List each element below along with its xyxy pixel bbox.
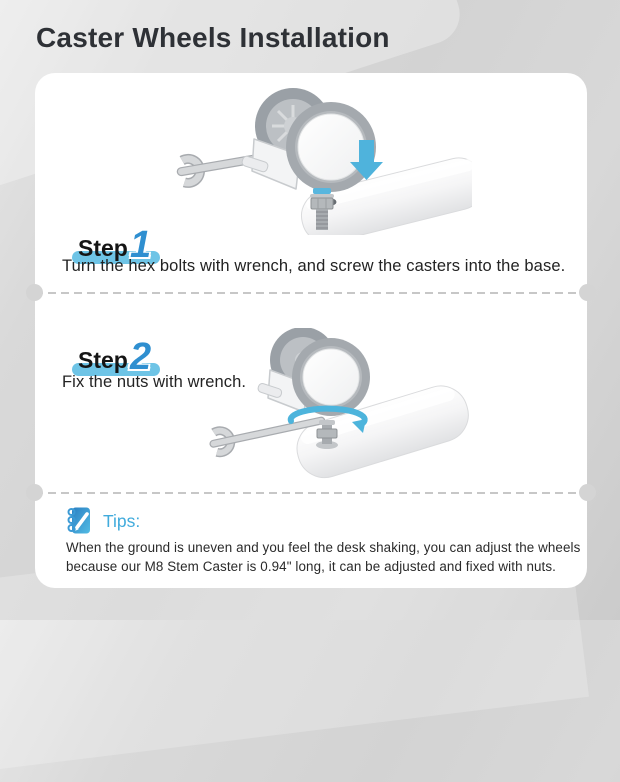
notepad-pencil-icon [66,506,93,536]
step1-description: Turn the hex bolts with wrench, and screw the casters into the base. [62,257,566,275]
divider-notch-left [26,284,43,301]
step1-label: Step [78,235,128,261]
step1-number: 1 [130,224,152,266]
divider-notch-left [26,484,43,501]
step2-description: Fix the nuts with wrench. [62,373,247,391]
tips-text: When the ground is uneven and you feel the desk shaking, you can adjust the wheels because our M8 Stem Caster is 0.94" long, it can be adjusted and fixed with nuts. [66,540,581,574]
step2-label: Step [78,347,128,373]
dashed-divider-2 [35,492,587,494]
instruction-card [35,73,587,588]
step1-illustration [150,83,472,235]
page-title: Caster Wheels Installation [36,22,390,53]
step2-illustration [180,328,522,488]
caster-wheel [241,88,376,192]
hex-nut [317,429,337,438]
tips-header [66,505,140,537]
caster-wheel [257,328,370,416]
divider-notch-right [579,484,596,501]
hex-nut [311,198,333,209]
dashed-divider-1 [35,292,587,294]
step2-number: 2 [130,336,152,378]
tips-label: Tips: [103,510,141,531]
divider-notch-right [579,284,596,301]
